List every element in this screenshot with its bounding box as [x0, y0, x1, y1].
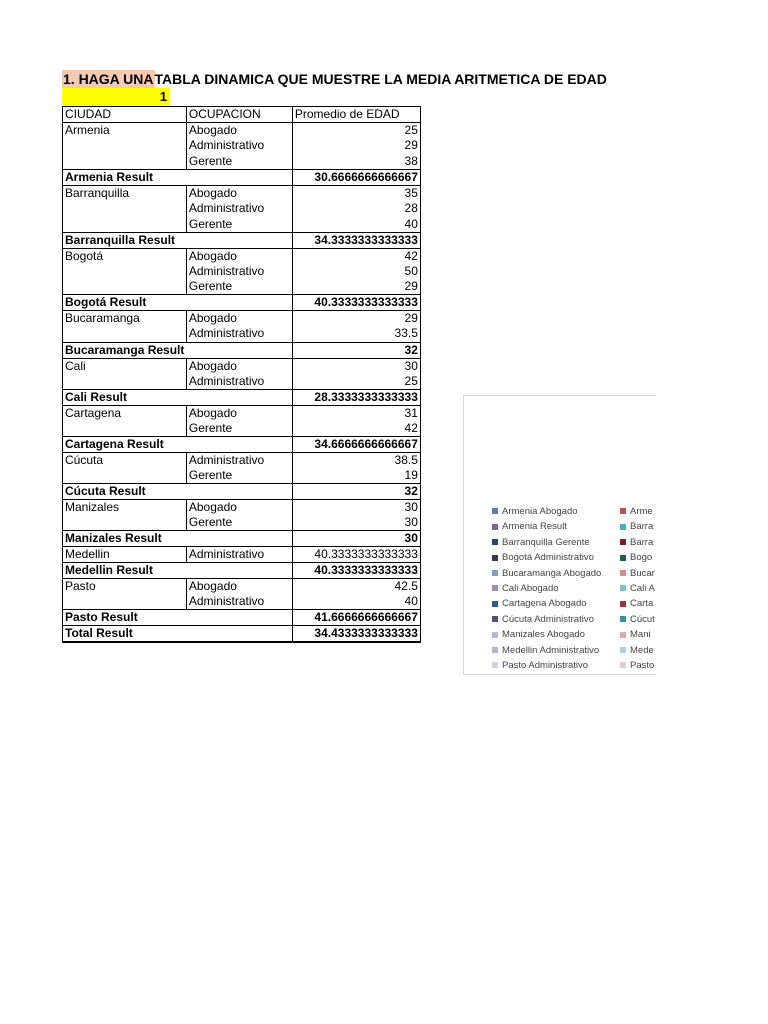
legend-swatch-icon	[620, 555, 626, 561]
legend-swatch-icon	[492, 632, 498, 638]
subtotal-label[interactable]: Cartagena Result	[63, 436, 187, 452]
city-cell[interactable]: Cartagena	[63, 405, 187, 421]
table-row	[63, 594, 421, 610]
average-age-cell[interactable]: 42	[292, 248, 420, 264]
subtotal-value[interactable]: 34.6666666666667	[292, 436, 420, 452]
legend-entry[interactable]	[492, 519, 567, 534]
legend-entry[interactable]	[620, 612, 655, 627]
city-cell[interactable]: Barranquilla	[63, 185, 187, 201]
header-ciudad[interactable]: CIUDAD	[63, 107, 187, 123]
city-cell[interactable]: Medellin	[63, 547, 187, 563]
legend-swatch-icon	[492, 508, 498, 514]
legend-entry[interactable]	[620, 550, 652, 565]
average-age-cell[interactable]: 30	[292, 515, 420, 531]
subtotal-value[interactable]: 40.3333333333333	[292, 295, 420, 311]
legend-label: Cali A	[630, 582, 655, 594]
occupation-cell[interactable]: Abogado	[186, 358, 292, 374]
table-row	[63, 185, 421, 201]
city-cell[interactable]	[63, 515, 187, 531]
legend-swatch-icon	[620, 539, 626, 545]
subtotal-label[interactable]: Cúcuta Result	[63, 484, 187, 500]
average-age-cell[interactable]: 38.5	[292, 452, 420, 468]
legend-entry[interactable]	[492, 658, 588, 673]
legend-row	[492, 627, 656, 642]
table-row	[63, 579, 421, 595]
legend-swatch-icon	[492, 601, 498, 607]
legend-label: Mede	[630, 644, 654, 656]
table-row	[63, 123, 421, 139]
subtotal-blank-cell[interactable]	[186, 169, 292, 185]
subtotal-blank-cell[interactable]	[186, 626, 292, 643]
subtotal-blank-cell[interactable]	[186, 610, 292, 626]
legend-label: Arme	[630, 506, 653, 517]
table-row	[63, 421, 421, 437]
legend-swatch-icon	[620, 601, 626, 607]
legend-entry[interactable]	[620, 519, 653, 534]
subtotal-value[interactable]: 32	[292, 484, 420, 500]
average-age-cell[interactable]: 40	[292, 594, 420, 610]
occupation-cell[interactable]: Gerente	[186, 468, 292, 484]
legend-entry[interactable]	[620, 596, 653, 611]
subtotal-row	[63, 531, 421, 547]
legend-label: Cúcut	[630, 613, 655, 625]
legend-swatch-icon	[492, 539, 498, 545]
legend-entry[interactable]	[620, 535, 653, 550]
legend-row	[492, 658, 656, 673]
legend-entry[interactable]	[492, 596, 587, 611]
total-label[interactable]: Total Result	[63, 626, 187, 643]
occupation-cell[interactable]: Abogado	[186, 311, 292, 327]
average-age-cell[interactable]: 40.3333333333333	[292, 547, 420, 563]
average-age-cell[interactable]: 29	[292, 138, 420, 154]
city-cell[interactable]	[63, 264, 187, 280]
table-row	[63, 326, 421, 342]
legend-entry[interactable]	[620, 658, 654, 673]
subtotal-row	[63, 610, 421, 626]
legend-label: Cúcuta Administrativo	[502, 613, 594, 625]
table-row	[63, 279, 421, 295]
average-age-cell[interactable]: 28	[292, 201, 420, 217]
occupation-cell[interactable]: Abogado	[186, 123, 292, 139]
average-age-cell[interactable]: 42	[292, 421, 420, 437]
subtotal-value[interactable]: 30.6666666666667	[292, 169, 420, 185]
legend-label: Barra	[630, 536, 654, 548]
chart-area[interactable]	[463, 395, 656, 675]
subtotal-blank-cell[interactable]	[186, 295, 292, 311]
subtotal-blank-cell[interactable]	[186, 436, 292, 452]
city-cell[interactable]	[63, 421, 187, 437]
legend-entry[interactable]	[620, 581, 655, 596]
legend-label: Mani	[630, 629, 651, 641]
table-row	[63, 500, 421, 516]
city-cell[interactable]	[63, 374, 187, 390]
occupation-cell[interactable]: Administrativo	[186, 547, 292, 563]
table-row	[63, 452, 421, 468]
average-age-cell[interactable]: 33.5	[292, 326, 420, 342]
city-cell[interactable]	[63, 279, 187, 295]
average-age-cell[interactable]: 35	[292, 185, 420, 201]
city-cell[interactable]: Manizales	[63, 500, 187, 516]
occupation-cell[interactable]: Abogado	[186, 579, 292, 595]
legend-entry[interactable]	[620, 643, 654, 658]
legend-swatch-icon	[620, 570, 626, 576]
legend-label: Armenia Abogado	[502, 506, 578, 517]
heading-highlight-cell[interactable]: 1. HAGA UNA	[63, 71, 154, 87]
city-cell[interactable]	[63, 201, 187, 217]
legend-row	[492, 535, 656, 550]
occupation-cell[interactable]: Administrativo	[186, 594, 292, 610]
occupation-cell[interactable]: Administrativo	[186, 138, 292, 154]
occupation-cell[interactable]: Administrativo	[186, 201, 292, 217]
table-row	[63, 405, 421, 421]
subtotal-blank-cell[interactable]	[186, 563, 292, 579]
average-age-cell[interactable]: 38	[292, 154, 420, 170]
sheet-heading	[62, 70, 607, 88]
average-age-cell[interactable]: 50	[292, 264, 420, 280]
city-cell[interactable]	[63, 326, 187, 342]
table-row	[63, 374, 421, 390]
legend-swatch-icon	[620, 647, 626, 653]
occupation-cell[interactable]: Administrativo	[186, 374, 292, 390]
legend-label: Armenia Result	[502, 521, 567, 533]
legend-label: Pasto	[630, 659, 655, 671]
subtotal-label[interactable]: Manizales Result	[63, 531, 187, 547]
legend-swatch-icon	[492, 616, 498, 622]
table-row	[63, 216, 421, 232]
legend-row	[492, 643, 656, 658]
subtotal-label[interactable]: Bogotá Result	[63, 295, 187, 311]
subtotal-row	[63, 484, 421, 500]
average-age-cell[interactable]: 25	[292, 123, 420, 139]
legend-label: Barra	[630, 521, 654, 533]
legend-entry[interactable]	[620, 627, 651, 642]
legend-row	[492, 519, 656, 534]
subtotal-row	[63, 389, 421, 405]
legend-entry[interactable]	[620, 504, 653, 519]
table-row	[63, 311, 421, 327]
city-cell[interactable]: Pasto	[63, 579, 187, 595]
average-age-cell[interactable]: 29	[292, 311, 420, 327]
table-row	[63, 138, 421, 154]
occupation-cell[interactable]: Abogado	[186, 185, 292, 201]
city-cell[interactable]	[63, 216, 187, 232]
average-age-cell[interactable]: 19	[292, 468, 420, 484]
city-cell[interactable]: Cúcuta	[63, 452, 187, 468]
legend-swatch-icon	[620, 616, 626, 622]
subtotal-blank-cell[interactable]	[186, 342, 292, 358]
city-cell[interactable]: Bucaramanga	[63, 311, 187, 327]
legend-swatch-icon	[492, 524, 498, 530]
subtotal-blank-cell[interactable]	[186, 531, 292, 547]
legend-entry[interactable]	[492, 612, 594, 627]
legend-row	[492, 612, 656, 627]
legend-row	[492, 566, 656, 581]
occupation-cell[interactable]: Abogado	[186, 248, 292, 264]
subtotal-row	[63, 342, 421, 358]
legend-swatch-icon	[492, 647, 498, 653]
subtotal-row	[63, 232, 421, 248]
total-value[interactable]: 34.4333333333333	[292, 626, 420, 643]
subtotal-row	[63, 295, 421, 311]
subtotal-label[interactable]: Cali Result	[63, 389, 187, 405]
table-row	[63, 515, 421, 531]
subtotal-label[interactable]: Armenia Result	[63, 169, 187, 185]
table-row	[63, 264, 421, 280]
average-age-cell[interactable]: 29	[292, 279, 420, 295]
legend-label: Bucaramanga Abogado	[502, 567, 602, 579]
legend-entry[interactable]	[492, 581, 559, 596]
legend-label: Barranquilla Gerente	[502, 536, 590, 548]
occupation-cell[interactable]: Administrativo	[186, 264, 292, 280]
legend-swatch-icon	[492, 662, 498, 668]
subtotal-value[interactable]: 34.3333333333333	[292, 232, 420, 248]
table-row	[63, 358, 421, 374]
occupation-cell[interactable]: Gerente	[186, 154, 292, 170]
legend-label: Medellin Administrativo	[502, 644, 600, 656]
pivot-table	[62, 106, 421, 643]
occupation-cell[interactable]: Gerente	[186, 515, 292, 531]
legend-label: Cartagena Abogado	[502, 598, 587, 610]
table-header-row	[63, 107, 421, 123]
average-age-cell[interactable]: 30	[292, 500, 420, 516]
subtotal-value[interactable]: 41.6666666666667	[292, 610, 420, 626]
legend-swatch-icon	[492, 555, 498, 561]
average-age-cell[interactable]: 42.5	[292, 579, 420, 595]
subtotal-row	[63, 169, 421, 185]
city-cell[interactable]: Armenia	[63, 123, 187, 139]
legend-row	[492, 596, 656, 611]
legend-swatch-icon	[620, 585, 626, 591]
subtotal-value[interactable]: 40.3333333333333	[292, 563, 420, 579]
average-age-cell[interactable]: 25	[292, 374, 420, 390]
legend-label: Bucar	[630, 567, 655, 579]
legend-row	[492, 550, 656, 565]
city-cell[interactable]: Cali	[63, 358, 187, 374]
legend-label: Manizales Abogado	[502, 629, 585, 641]
legend-entry[interactable]	[492, 566, 601, 581]
table-row	[63, 468, 421, 484]
subtotal-row	[63, 436, 421, 452]
subtotal-row	[63, 563, 421, 579]
legend-entry[interactable]	[492, 504, 578, 519]
legend-label: Bogo	[630, 552, 653, 564]
legend-entry[interactable]	[492, 627, 585, 642]
average-age-cell[interactable]: 30	[292, 358, 420, 374]
subtotal-blank-cell[interactable]	[186, 484, 292, 500]
legend-swatch-icon	[492, 585, 498, 591]
subtotal-value[interactable]: 32	[292, 342, 420, 358]
total-row	[63, 626, 421, 643]
occupation-cell[interactable]: Gerente	[186, 216, 292, 232]
average-age-cell[interactable]: 40	[292, 216, 420, 232]
legend-swatch-icon	[620, 508, 626, 514]
subtotal-value[interactable]: 28.3333333333333	[292, 389, 420, 405]
occupation-cell[interactable]: Abogado	[186, 500, 292, 516]
city-cell[interactable]	[63, 468, 187, 484]
subtotal-label[interactable]: Bucaramanga Result	[63, 342, 187, 358]
legend-entry[interactable]	[492, 643, 599, 658]
legend-label: Cali Abogado	[502, 582, 559, 594]
occupation-cell[interactable]: Administrativo	[186, 452, 292, 468]
legend-entry[interactable]	[492, 550, 594, 565]
city-cell[interactable]	[63, 154, 187, 170]
average-age-cell[interactable]: 31	[292, 405, 420, 421]
header-ocupacion[interactable]: OCUPACION	[186, 107, 292, 123]
legend-entry[interactable]	[492, 535, 590, 550]
occupation-cell[interactable]: Administrativo	[186, 326, 292, 342]
legend-swatch-icon	[492, 570, 498, 576]
header-promedio-edad[interactable]: Promedio de EDAD	[292, 107, 420, 123]
subtotal-label[interactable]: Pasto Result	[63, 610, 187, 626]
occupation-cell[interactable]: Gerente	[186, 421, 292, 437]
legend-swatch-icon	[620, 524, 626, 530]
city-cell[interactable]	[63, 594, 187, 610]
table-row	[63, 547, 421, 563]
legend-label: Pasto Administrativo	[502, 659, 589, 671]
subtotal-value[interactable]: 30	[292, 531, 420, 547]
subtotal-blank-cell[interactable]	[186, 389, 292, 405]
table-row	[63, 248, 421, 264]
subtotal-label[interactable]: Medellin Result	[63, 563, 187, 579]
subtotal-blank-cell[interactable]	[186, 232, 292, 248]
chart-legend	[492, 504, 656, 673]
table-row	[63, 201, 421, 217]
legend-entry[interactable]	[620, 566, 655, 581]
occupation-cell[interactable]: Gerente	[186, 279, 292, 295]
legend-label: Carta	[630, 598, 654, 610]
legend-label: Bogotá Administrativo	[502, 552, 594, 564]
city-cell[interactable]: Bogotá	[63, 248, 187, 264]
city-cell[interactable]	[63, 138, 187, 154]
table-row	[63, 154, 421, 170]
subtotal-label[interactable]: Barranquilla Result	[63, 232, 187, 248]
legend-swatch-icon	[620, 662, 626, 668]
legend-swatch-icon	[620, 632, 626, 638]
legend-row	[492, 581, 656, 596]
heading-text: TABLA DINAMICA QUE MUESTRE LA MEDIA ARITMETICA DE EDAD	[154, 71, 607, 87]
question-number-cell[interactable]: 1	[62, 88, 170, 105]
occupation-cell[interactable]: Abogado	[186, 405, 292, 421]
legend-row	[492, 504, 656, 519]
